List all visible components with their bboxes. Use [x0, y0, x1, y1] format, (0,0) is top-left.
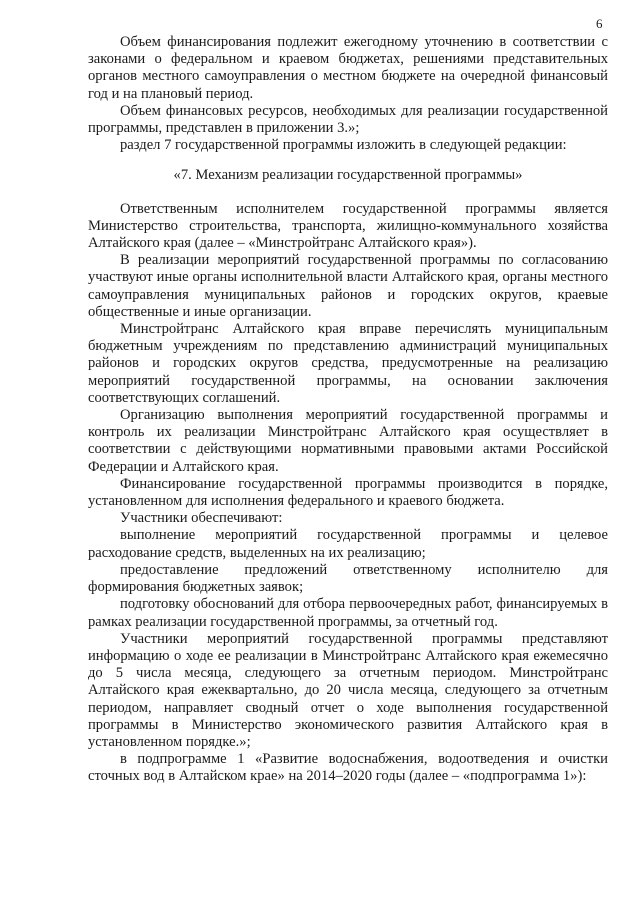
- paragraph-organization-control: Организацию выполнения мероприятий государственной программы и контроль их реализации Минстройтранс Алтайского края осуществляет в соответствии с действующими нормативными правовыми актами Российской Федерации и Алтайского края.: [88, 407, 608, 475]
- list-item-proposals: предоставление предложений ответственному исполнителю для формирования бюджетных заявок;: [88, 561, 608, 596]
- paragraph-financial-resources: Объем финансовых ресурсов, необходимых для реализации государственной программы, представлен в приложении 3.»;: [88, 102, 608, 137]
- document-body: [88, 34, 608, 786]
- section-heading: «7. Механизм реализации государственной программы»: [173, 167, 523, 184]
- paragraph-transfer-funds: Минстройтранс Алтайского края вправе перечислять муниципальным бюджетным учреждениям по представлению администраций муниципальных районов и городских округов средства, предусмотренные на реализацию мероприятий государственной программы, на основании заключения соответствующих соглашений.: [88, 321, 608, 406]
- list-item-execution: выполнение мероприятий государственной программы и целевое расходование средств, выделенных на их реализацию;: [88, 527, 608, 561]
- paragraph-financing-procedure: Финансирование государственной программы производится в порядке, установленном для исполнения федерального и краевого бюджета.: [88, 475, 608, 510]
- list-item-justifications: подготовку обоснований для отбора первоочередных работ, финансируемых в рамках реализации государственной программы, за отчетный год.: [88, 596, 608, 630]
- paragraph-participants-ensure: Участники обеспечивают:: [120, 510, 283, 527]
- paragraph-responsible-executor: Ответственным исполнителем государственной программы является Министерство строительства, транспорта, жилищно-коммунального хозяйства Алтайского края (далее – «Минстройтранс Алтайского края»).: [88, 200, 608, 252]
- paragraph-financing-volume: Объем финансирования подлежит ежегодному уточнению в соответствии с законами о федеральном и краевом бюджетах, решениями представительных органов местного самоуправления о местном бюджете на очередной финансовый год и на плановый период.: [88, 34, 608, 102]
- page-number: 6: [596, 16, 603, 31]
- paragraph-reporting: Участники мероприятий государственной программы представляют информацию о ходе ее реализации в Минстройтранс Алтайского края ежемесячно до 5 числа месяца, следующего за отчетным периодом. Минстройтранс Алтайского края ежеквартально, до 20 числа месяца, следующего за отчетным периодом, направляет сводный отчет о ходе выполнения государственной программы в Министерство экономического развития Алтайского края в установленном порядке.»;: [88, 630, 608, 750]
- paragraph-participants-agreement: В реализации мероприятий государственной программы по согласованию участвуют иные органы исполнительной власти Алтайского края, органы местного самоуправления муниципальных районов и городских округов, краевые общественные и иные организации.: [88, 252, 608, 320]
- paragraph-section-7-intro: раздел 7 государственной программы изложить в следующей редакции:: [120, 137, 567, 154]
- paragraph-subprogram-1: в подпрограмме 1 «Развитие водоснабжения, водоотведения и очистки сточных вод в Алтайском крае» на 2014–2020 годы (далее – «подпрограмма 1»):: [88, 751, 608, 785]
